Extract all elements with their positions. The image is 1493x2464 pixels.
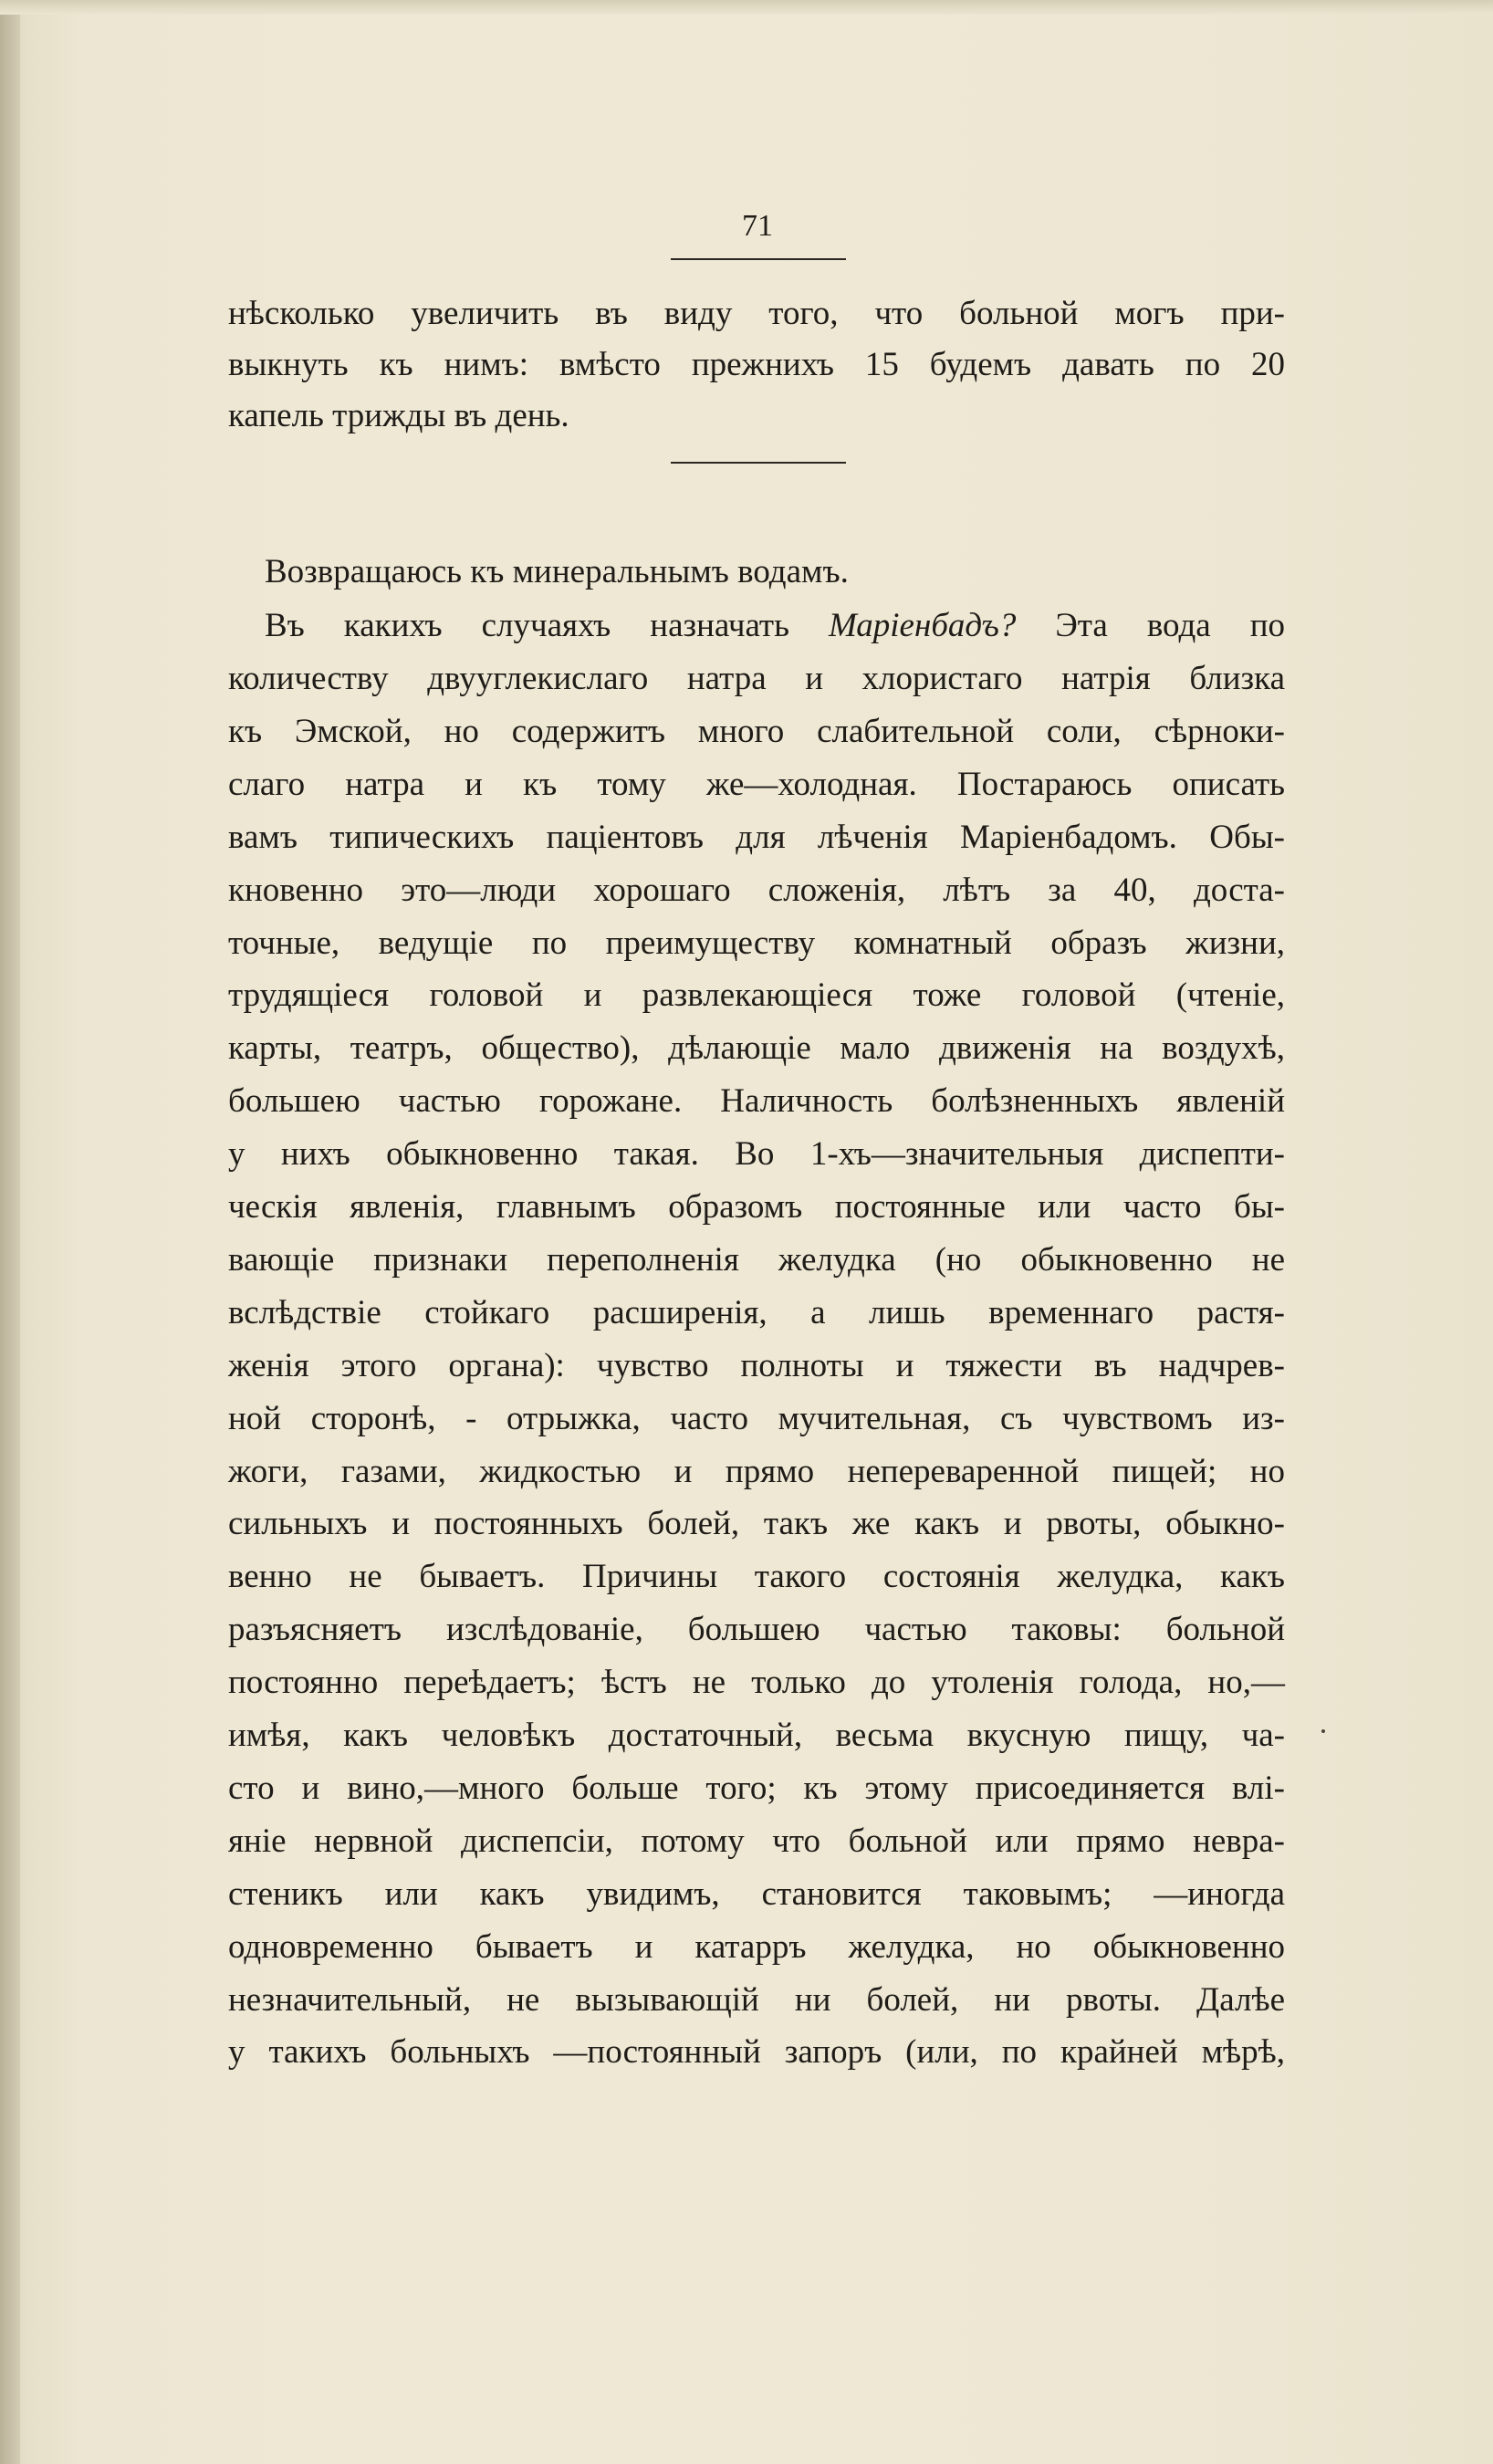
- paragraph-line: количеству двууглекислаго натра и хлористаго натрія близка: [228, 660, 1285, 697]
- paragraph-line: одновременно бываетъ и катарръ желудка, но обыкновенно: [228, 1928, 1285, 1966]
- paragraph-line: вающіе признаки переполненія желудка (но обыкновенно не: [228, 1241, 1285, 1279]
- page-gutter-shadow: [0, 0, 20, 2464]
- paragraph-line: трудящіеся головой и развлекающіеся тоже головой (чтеніе,: [228, 976, 1285, 1014]
- paragraph-line: кновенно это—люди хорошаго сложенія, лѣтъ за 40, доста-: [228, 872, 1285, 909]
- paragraph-line: разъясняетъ изслѣдованіе, большею частью таковы: больной: [228, 1611, 1285, 1648]
- paragraph-line: слаго натра и къ тому же—холодная. Постараюсь описать: [228, 766, 1285, 803]
- paragraph-line: постоянно переѣдаетъ; ѣстъ не только до утоленія голода, но,—: [228, 1664, 1285, 1701]
- paragraph-line: вамъ типическихъ паціентовъ для лѣченія Маріенбадомъ. Обы-: [228, 819, 1285, 856]
- paragraph-line: точные, ведущіе по преимуществу комнатный образъ жизни,: [228, 924, 1285, 962]
- paragraph-line: имѣя, какъ человѣкъ достаточный, весьма вкусную пищу, ча-: [228, 1717, 1285, 1754]
- first-line-text-end: Эта вода по: [1016, 607, 1286, 644]
- page-top-shadow: [0, 0, 1493, 15]
- paragraph-line: капель трижды въ день.: [228, 397, 569, 434]
- paragraph-first-line: [265, 599, 1285, 653]
- paragraph-line: яніе нервной диспепсіи, потому что больной или прямо невра-: [228, 1822, 1285, 1860]
- paragraph-line: ческія явленія, главнымъ образомъ постоянные или часто бы-: [228, 1188, 1285, 1226]
- paragraph-line: сильныхъ и постоянныхъ болей, такъ же какъ и рвоты, обыкно-: [228, 1505, 1285, 1542]
- paragraph-line: большею частью горожане. Наличность болѣзненныхъ явленій: [228, 1082, 1285, 1120]
- header-rule: [671, 258, 846, 260]
- paragraph-line: вслѣдствіе стойкаго расширенія, а лишь временнаго растя-: [228, 1294, 1285, 1331]
- paragraph-line: женія этого органа): чувство полноты и тяжести въ надчрев-: [228, 1347, 1285, 1384]
- paragraph-line: къ Эмской, но содержитъ много слабительной соли, сѣрноки-: [228, 713, 1285, 750]
- paragraph-line: выкнуть къ нимъ: вмѣсто прежнихъ 15 будемъ давать по 20: [228, 346, 1285, 383]
- paragraph-line: стеникъ или какъ увидимъ, становится таковымъ; —иногда: [228, 1875, 1285, 1913]
- ink-speck: [1321, 1729, 1325, 1733]
- paragraph-line: венно не бываетъ. Причины такого состоянія желудка, какъ: [228, 1558, 1285, 1595]
- italic-term: Маріенбадъ?: [828, 607, 1017, 644]
- section-divider: [671, 462, 846, 464]
- paragraph-line: сто и вино,—много больше того; къ этому присоединяется влі-: [228, 1770, 1285, 1807]
- section-heading-line: Возвращаюсь къ минеральнымъ водамъ.: [265, 553, 849, 590]
- paragraph-line: карты, театръ, общество), дѣлающіе мало движенія на воздухѣ,: [228, 1029, 1285, 1067]
- paragraph-line: нѣсколько увеличить въ виду того, что больной могъ при-: [228, 295, 1285, 332]
- first-line-text: Въ какихъ случаяхъ назначать: [265, 607, 789, 644]
- paragraph-line: у нихъ обыкновенно такая. Во 1-хъ—значительныя диспепти-: [228, 1135, 1285, 1173]
- paragraph-line: ной сторонѣ, - отрыжка, часто мучительная, съ чувствомъ из-: [228, 1400, 1285, 1437]
- paragraph-line: у такихъ больныхъ —постоянный запоръ (или, по крайней мѣрѣ,: [228, 2033, 1285, 2071]
- page-number: 71: [742, 209, 773, 243]
- paragraph-line: жоги, газами, жидкостью и прямо непереваренной пищей; но: [228, 1453, 1285, 1490]
- paragraph-line: незначительный, не вызывающій ни болей, ни рвоты. Далѣе: [228, 1981, 1285, 2019]
